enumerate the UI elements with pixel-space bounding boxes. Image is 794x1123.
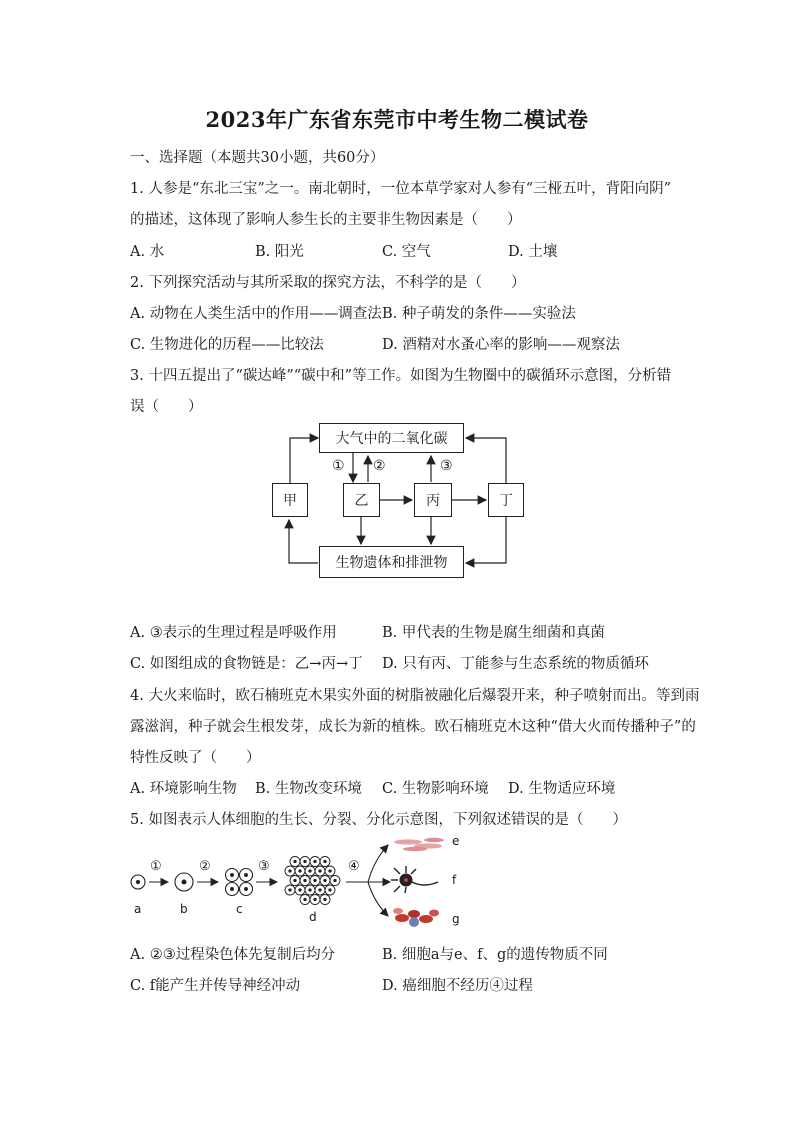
cell-d-nucleus — [304, 898, 306, 900]
q2-option-b[interactable]: B. 种子萌发的条件——实验法 — [382, 306, 576, 322]
cell-b-label: b — [180, 902, 188, 916]
q2-stem: 2. 下列探究活动与其所采取的探究方法，不科学的是（ ） — [130, 275, 526, 291]
q1-stem-line2: 的描述，这体现了影响人参生长的主要非生物因素是（ ） — [130, 212, 522, 228]
q3-option-c[interactable]: C. 如图组成的食物链是：乙→丙→丁 — [130, 656, 363, 672]
q5-option-d[interactable]: D. 癌细胞不经历④过程 — [382, 978, 533, 994]
q5-option-b[interactable]: B. 细胞a与e、f、g的遗传物质不同 — [382, 947, 608, 963]
q2-option-c[interactable]: C. 生物进化的历程——比较法 — [130, 337, 324, 353]
step-3-label: ③ — [258, 859, 270, 874]
process-1-label: ① — [332, 458, 345, 474]
cell-d-nucleus — [324, 879, 326, 881]
q4-option-d[interactable]: D. 生物适应环境 — [508, 781, 616, 797]
q4-option-a[interactable]: A. 环境影响生物 — [130, 781, 237, 797]
q4-stem-line1: 4. 大火来临时，欧石楠班克木果实外面的树脂被融化后爆裂开来，种子喷射而出。等到雨 — [130, 688, 700, 704]
step-4-label: ④ — [348, 859, 360, 874]
cell-d-nucleus — [324, 898, 326, 900]
cell-d-nucleus — [329, 870, 331, 872]
q4-stem-line2: 露滋润，种子就会生根发芽，成长为新的植株。欧石楠班克木这种“借大火而传播种子”的 — [130, 719, 696, 735]
cell-d-label: d — [309, 910, 317, 924]
cell-d-nucleus — [304, 860, 306, 862]
cell-d-nucleus — [324, 860, 326, 862]
step-2-label: ② — [199, 859, 211, 874]
cell-d-nucleus — [294, 860, 296, 862]
cell-d-nucleus — [299, 889, 301, 891]
q5-option-a[interactable]: A. ②③过程染色体先复制后均分 — [130, 947, 336, 963]
q2-option-a[interactable]: A. 动物在人类生活中的作用——调查法 — [130, 306, 382, 322]
process-2-label: ② — [373, 458, 386, 474]
cell-d-nucleus — [314, 898, 316, 900]
q1-option-c[interactable]: C. 空气 — [382, 244, 431, 260]
cell-d-nucleus — [309, 889, 311, 891]
q1-option-b[interactable]: B. 阳光 — [255, 244, 304, 260]
process-3-label: ③ — [440, 458, 453, 474]
remains-excreta-box: 生物遗体和排泄物 — [319, 546, 464, 578]
q5-option-c[interactable]: C. f能产生并传导神经冲动 — [130, 978, 301, 994]
q1-option-d[interactable]: D. 土壤 — [508, 244, 558, 260]
q4-stem-line3: 特性反映了（ ） — [130, 750, 261, 766]
cell-c-label: c — [236, 902, 243, 916]
cell-d-nucleus — [294, 879, 296, 881]
q2-option-d[interactable]: D. 酒精对水蚤心率的影响——观察法 — [382, 337, 620, 353]
organism-jia-box: 甲 — [272, 483, 308, 517]
q5-stem: 5. 如图表示人体细胞的生长、分裂、分化示意图，下列叙述错误的是（ ） — [130, 812, 627, 828]
q3-option-b[interactable]: B. 甲代表的生物是腐生细菌和真菌 — [382, 625, 605, 641]
cell-d-nucleus — [314, 879, 316, 881]
cell-a-label: a — [134, 902, 142, 916]
cell-e-label: e — [452, 834, 460, 848]
cell-d-nucleus — [334, 879, 336, 881]
q3-stem-line1: 3. 十四五提出了“碳达峰”“碳中和”等工作。如图为生物圈中的碳循环示意图，分析错 — [130, 368, 672, 384]
section-heading: 一、选择题（本题共30小题，共60分） — [130, 150, 385, 166]
organism-ding-box: 丁 — [488, 483, 524, 517]
q3-stem-line2: 误（ ） — [130, 399, 203, 415]
q3-option-a[interactable]: A. ③表示的生理过程是呼吸作用 — [130, 625, 337, 641]
cell-d-nucleus — [329, 889, 331, 891]
organism-bing-box: 丙 — [414, 483, 452, 517]
q3-option-d[interactable]: D. 只有丙、丁能参与生态系统的物质循环 — [382, 656, 649, 672]
organism-yi-box: 乙 — [343, 483, 380, 517]
cell-d-nucleus — [299, 870, 301, 872]
cell-d-nucleus — [319, 889, 321, 891]
q1-option-a[interactable]: A. 水 — [130, 244, 165, 260]
cell-d-nucleus — [289, 889, 291, 891]
cell-d-nucleus — [314, 860, 316, 862]
cell-d-nucleus — [304, 879, 306, 881]
cell-d-nucleus — [309, 870, 311, 872]
step-1-label: ① — [150, 859, 162, 874]
q1-stem-line1: 1. 人参是“东北三宝”之一。南北朝时，一位本草学家对人参有“三桠五叶，背阳向阴” — [130, 181, 672, 197]
cell-f-label: f — [452, 873, 457, 887]
exam-title: 2023年广东省东莞市中考生物二模试卷 — [205, 107, 589, 132]
cell-g-label: g — [452, 912, 460, 926]
cell-d-nucleus — [289, 870, 291, 872]
q4-option-c[interactable]: C. 生物影响环境 — [382, 781, 489, 797]
q4-option-b[interactable]: B. 生物改变环境 — [255, 781, 362, 797]
atmosphere-co2-box: 大气中的二氧化碳 — [319, 423, 464, 453]
cell-d-nucleus — [319, 870, 321, 872]
